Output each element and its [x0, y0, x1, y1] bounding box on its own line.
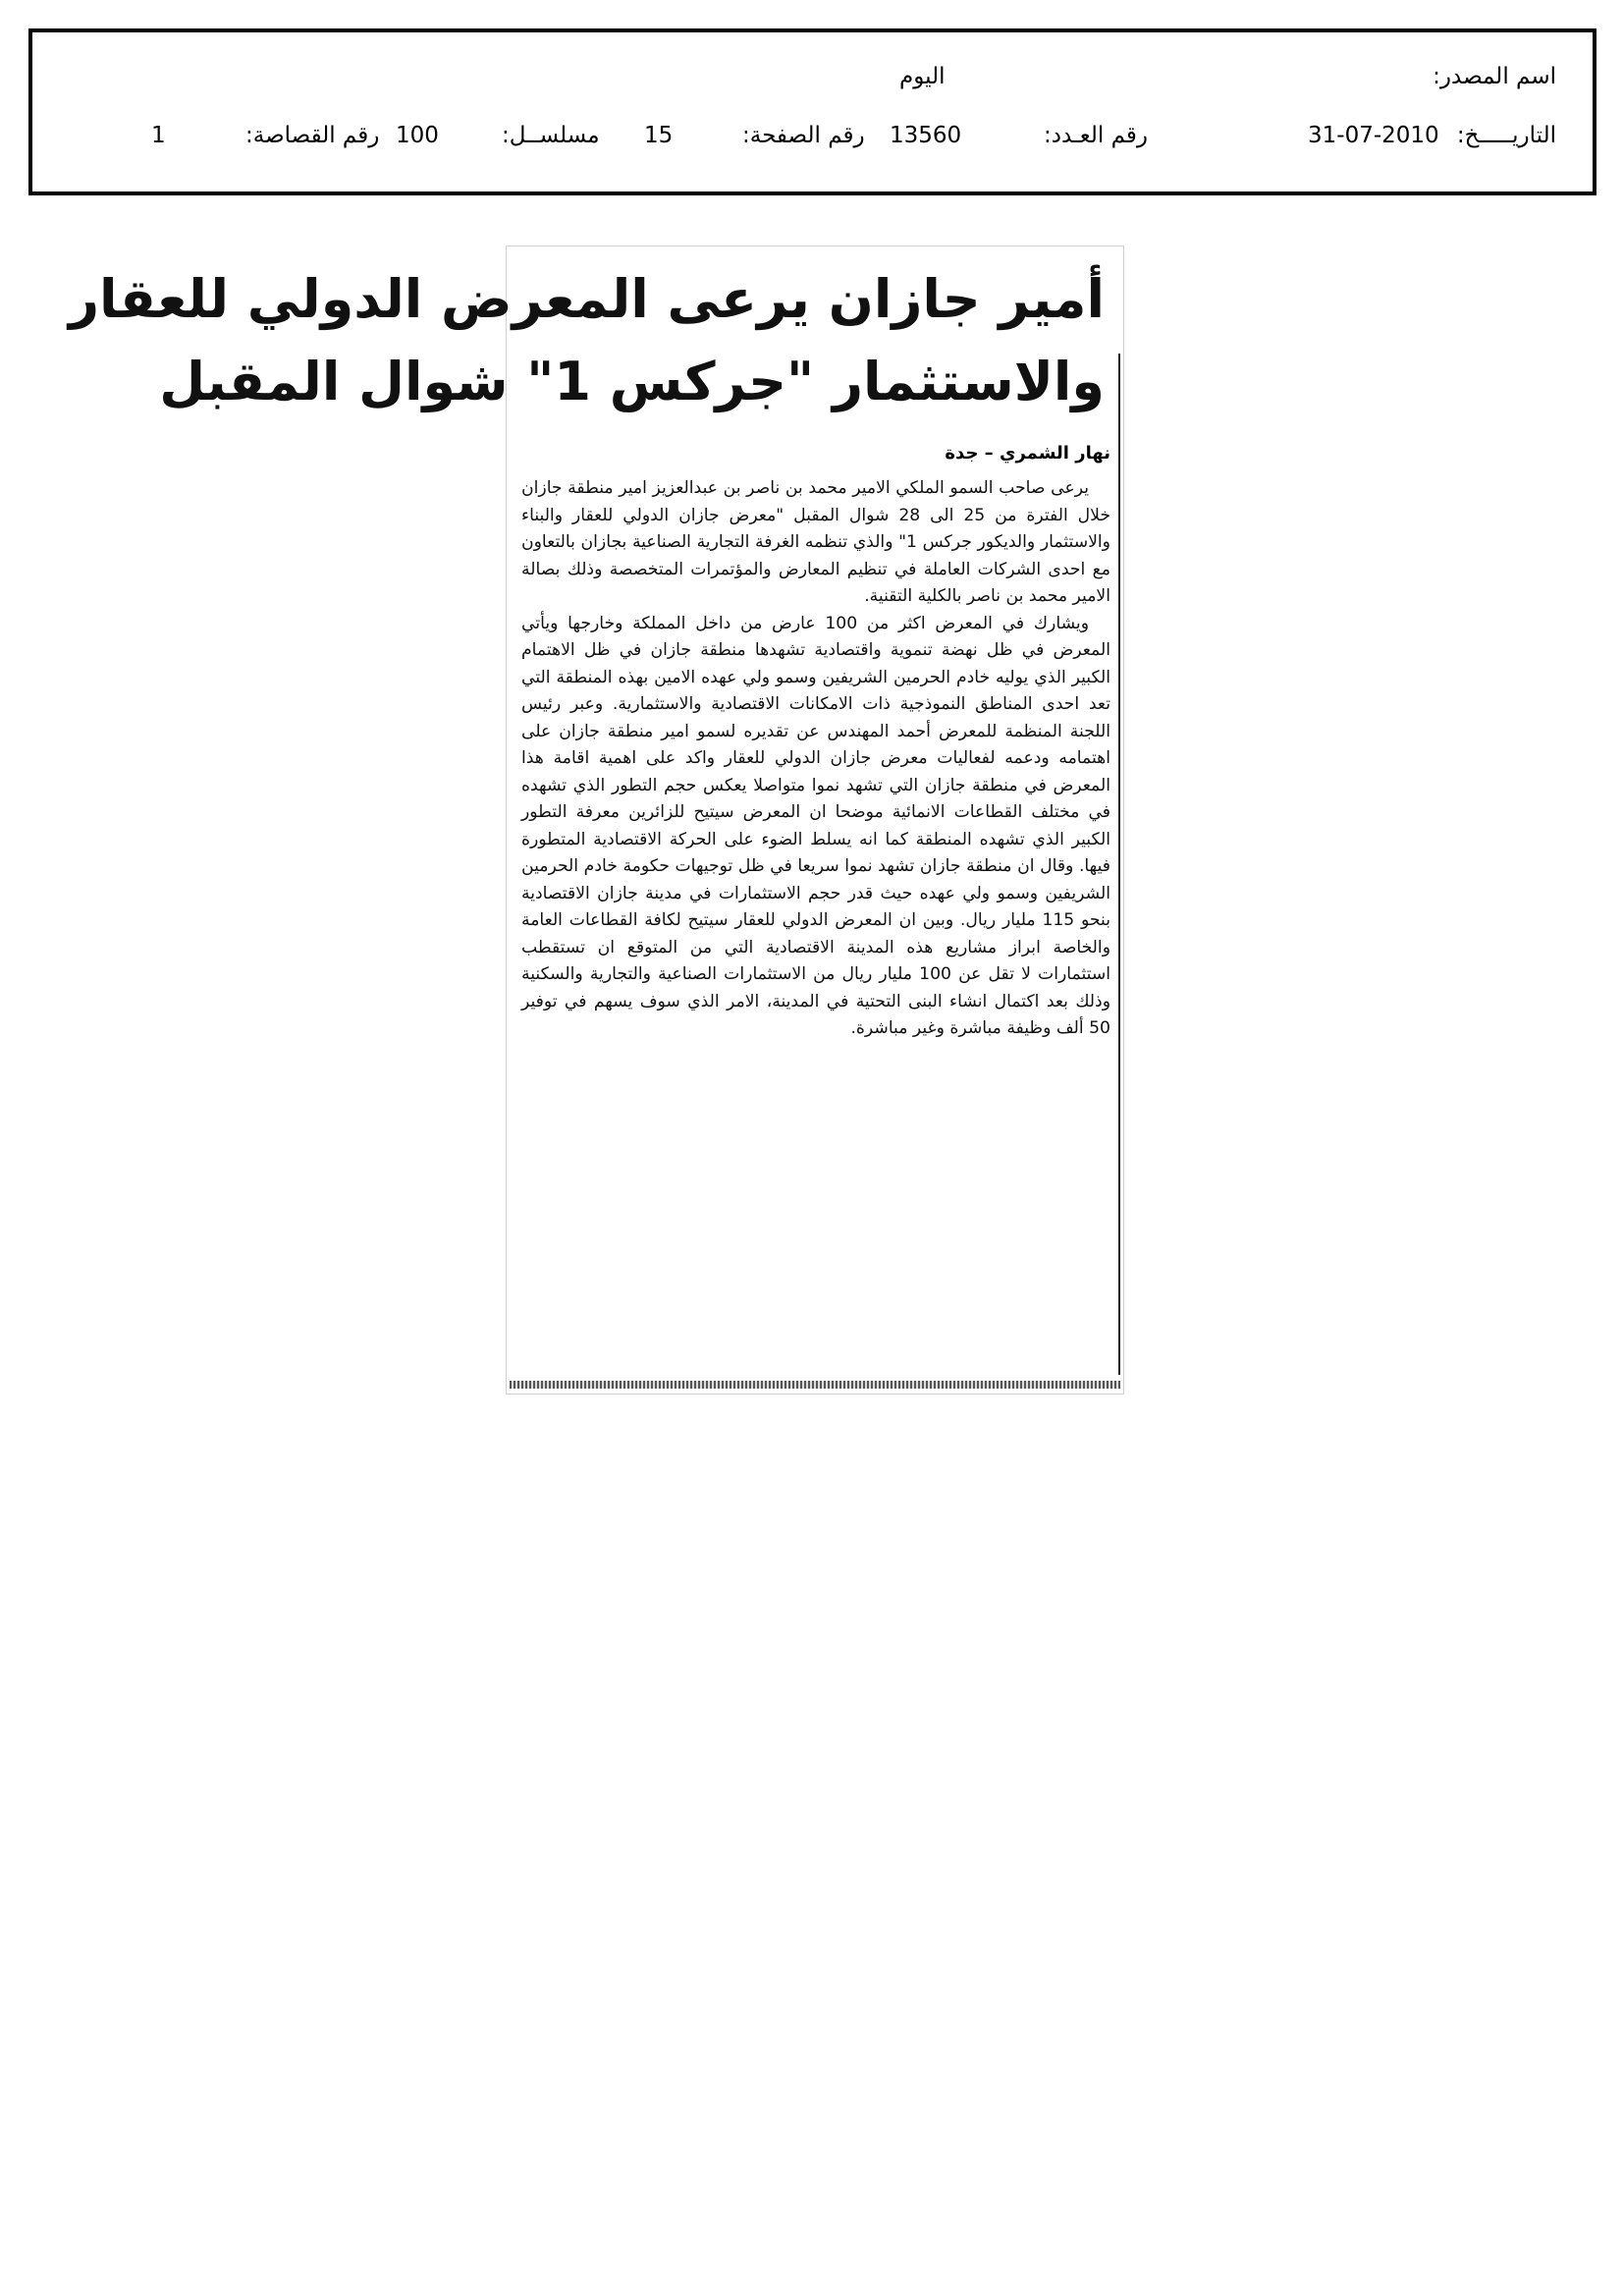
headline-line-1: أمير جازان يرعى المعرض الدولي للعقار: [68, 268, 1105, 330]
clipping-bottom-edge: [510, 1381, 1120, 1389]
date-label: التاريـــــخ:: [1456, 123, 1556, 148]
publication-name: اليوم: [899, 64, 946, 89]
serial-value: 100: [396, 123, 439, 148]
clip-label: رقم القصاصة:: [245, 123, 380, 148]
article-paragraph-1: يرعى صاحب السمو الملكي الامير محمد بن ناصر بن عبدالعزيز امير منطقة جازان خلال الفترة من 25 الى 28 شوال المقبل "معرض جازان الدولي للعقار والبناء والاستثمار والديكور جركس 1" والذي تنظمه الغرفة التجارية الصناعية بجازان بالتعاون مع احدى الشركات العاملة في تنظيم المعارض والمؤتمرات المتخصصة وذلك بصالة الامير محمد بن ناصر بالكلية التقنية.: [521, 478, 1110, 606]
headline-line-2: والاستثمار "جركس 1" شوال المقبل: [159, 351, 1105, 412]
clipping-metadata-box: [28, 28, 1596, 195]
source-label: اسم المصدر:: [1433, 64, 1556, 89]
page-label: رقم الصفحة:: [742, 123, 865, 148]
issue-label: رقم العـدد:: [1044, 123, 1149, 148]
issue-value: 13560: [890, 123, 962, 148]
column-rule: [1118, 354, 1120, 1375]
serial-label: مسلســل:: [502, 123, 600, 148]
byline: نهار الشمري – جدة: [945, 443, 1110, 464]
article-body: [521, 475, 1110, 1043]
newspaper-clipping: [68, 246, 1124, 1394]
clip-value: 1: [151, 123, 166, 148]
article-paragraph-2: ويشارك في المعرض اكثر من 100 عارض من داخل المملكة وخارجها ويأتي المعرض في ظل نهضة تنموية واقتصادية تشهدها منطقة جازان في ظل الاهتمام الكبير الذي يوليه خادم الحرمين الشريفين وسمو ولي عهده الامين بهذه المنطقة التي تعد احدى المناطق النموذجية ذات الامكانات الاقتصادية والاستثمارية. وعبر رئيس اللجنة المنظمة للمعرض أحمد المهندس عن تقديره لسمو امير منطقة جازان على اهتمامه ودعمه لفعاليات معرض جازان الدولي للعقار واكد على اهمية اقامة هذا المعرض في منطقة جازان التي تشهد نموا متواصلا يعكس حجم التطور الذي تشهده في مختلف القطاعات الانمائية موضحا ان المعرض سيتيح للزائرين معرفة التطور الكبير الذي تشهده المنطقة كما انه يسلط الضوء على الحركة الاقتصادية المتطورة فيها. وقال ان منطقة جازان تشهد نموا سريعا في ظل توجيهات حكومة خادم الحرمين الشريفين وسمو ولي عهده حيث قدر حجم الاستثمارات في مدينة جازان الاقتصادية بنحو 115 مليار ريال. وبين ان المعرض الدولي للعقار سيتيح لكافة القطاعات العامة والخاصة ابراز مشاريع هذه المدينة الاقتصادية التي من المتوقع ان تستقطب استثمارات لا تقل عن 100 مليار ريال من الاستثمارات الصناعية والتجارية والسكنية وذلك بعد اكتمال انشاء البنى التحتية في المدينة، الامر الذي سوف يسهم في توفير 50 ألف وظيفة مباشرة وغير مباشرة.: [521, 613, 1111, 1038]
date-value: 31-07-2010: [1308, 123, 1439, 148]
page-value: 15: [644, 123, 674, 148]
